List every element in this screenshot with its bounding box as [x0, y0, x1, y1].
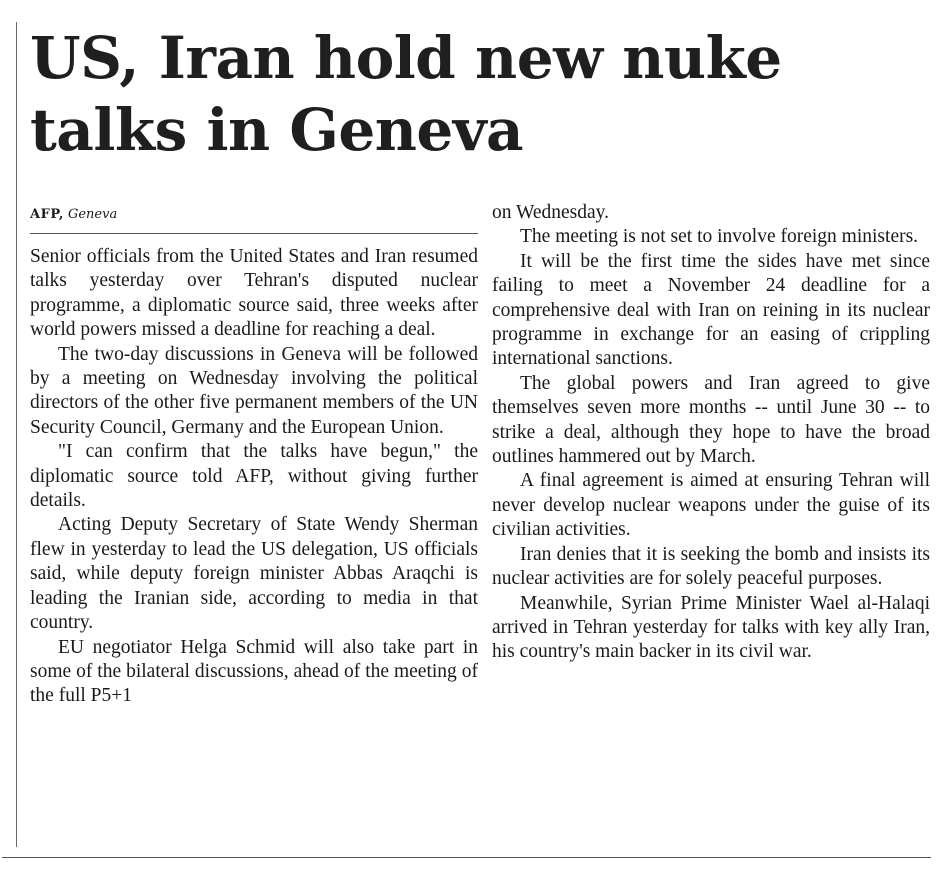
- headline: US, Iran hold new nuke talks in Geneva: [30, 24, 782, 164]
- bottom-rule: [2, 857, 931, 858]
- left-column-rule: [16, 22, 17, 847]
- paragraph: Meanwhile, Syrian Prime Minister Wael al-Halaqi arrived in Tehran yesterday for talks with key ally Iran, his country's main backer in its civil war.: [492, 592, 930, 663]
- paragraph: The global powers and Iran agreed to give themselves seven more months -- until June 30 -- to strike a deal, although they hope to have the broad outlines hammered out by March.: [492, 372, 930, 468]
- dateline-rule: [30, 233, 478, 234]
- paragraph: EU negotiator Helga Schmid will also take part in some of the bilateral discussions, ahead of the meeting of the full P5+1: [30, 636, 478, 707]
- paragraph: A final agreement is aimed at ensuring Tehran will never develop nuclear weapons under the guise of its civilian activities.: [492, 470, 930, 541]
- dateline-location: Geneva: [67, 207, 118, 222]
- article-column-left: [30, 245, 478, 709]
- paragraph: The two-day discussions in Geneva will be followed by a meeting on Wednesday involving the political directors of the other five permanent members of the UN Security Council, Germany and the European Union.: [30, 343, 478, 438]
- paragraph-continued: on Wednesday.: [492, 202, 610, 223]
- paragraph: Acting Deputy Secretary of State Wendy Sherman flew in yesterday to lead the US delegation, US officials said, while deputy foreign minister Abbas Araqchi is leading the Iranian side, according to media in that country.: [30, 514, 478, 634]
- paragraph: The meeting is not set to involve foreign ministers.: [520, 226, 919, 248]
- paragraph: It will be the first time the sides have met since failing to meet a November 24 deadline for a comprehensive deal with Iran on reining in its nuclear programme in exchange for an easing of crippling international sanctions.: [492, 250, 930, 370]
- paragraph: Senior officials from the United States and Iran resumed talks yesterday over Tehran's disputed nuclear programme, a diplomatic source said, three weeks after world powers missed a deadline for reaching a deal.: [30, 246, 478, 341]
- article-column-right: [492, 201, 930, 665]
- paragraph: "I can confirm that the talks have begun," the diplomatic source told AFP, without giving further details.: [30, 441, 478, 512]
- dateline: [30, 206, 117, 224]
- paragraph: Iran denies that it is seeking the bomb and insists its nuclear activities are for solely peaceful purposes.: [492, 543, 930, 590]
- agency-name: AFP,: [30, 207, 64, 222]
